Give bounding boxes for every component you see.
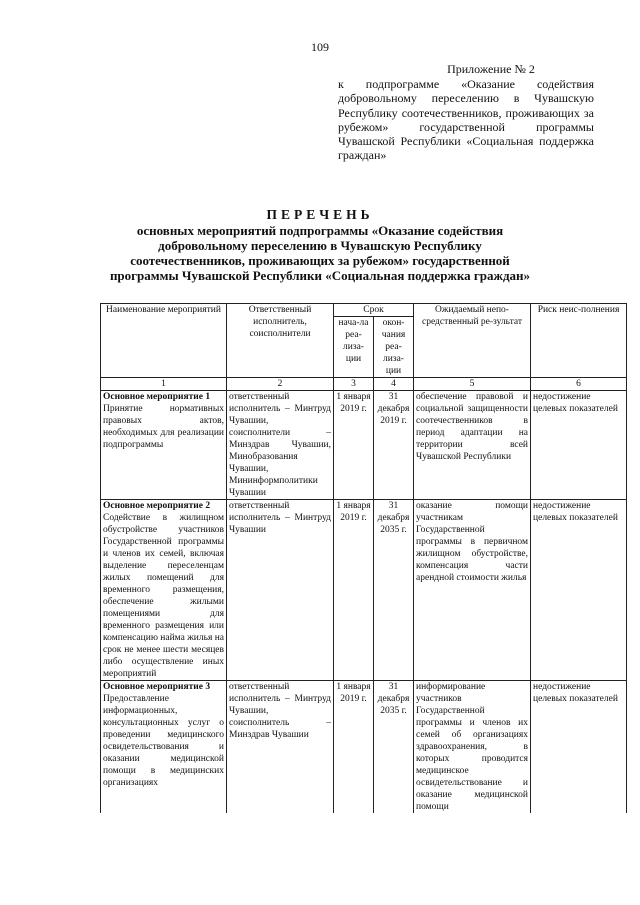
end-cell: 31 декабря 2035 г.: [374, 681, 414, 814]
col-number: 1: [101, 378, 227, 391]
executor-cell: ответственный исполнитель – Минтруд Чувашии: [227, 500, 334, 681]
executor-cell: ответственный исполнитель – Минтруд Чувашии, соисполнитель – Минздрав Чувашии: [227, 681, 334, 814]
measures-table: [100, 303, 627, 813]
header-term: Срок: [334, 304, 414, 317]
document-heading: [108, 207, 532, 283]
col-number: 6: [531, 378, 627, 391]
measure-name-cell: [101, 500, 227, 681]
appendix-block: [338, 62, 594, 162]
risk-cell: недостижение целевых показателей: [531, 500, 627, 681]
table-header-row: [101, 304, 627, 317]
result-cell: информирование участников Государственной программы и членов их семей об организациях здравоохранения, в которых проводится медицинское освидетельствование и оказание медицинской помощи: [414, 681, 531, 814]
measure-description: Предоставление информационных, консультационных услуг о проведении медицинского освидетельствования и оказании медицинской помощи в медицинских организациях: [103, 694, 224, 788]
appendix-title: Приложение № 2: [447, 62, 535, 76]
table-row: [101, 391, 627, 500]
start-cell: 1 января 2019 г.: [334, 681, 374, 814]
measure-description: Содействие в жилищном обустройстве участников Государственной программы и членов их семей, включая выделение переселенцам жилых помещений для временного размещения, обеспечение жилыми помещениями для временного размещения или компенсацию найма жилья на срок не менее шести месяцев либо осуществление иных мероприятий: [103, 513, 224, 679]
measure-title: Основное мероприятие 1: [103, 392, 211, 402]
measure-title: Основное мероприятие 3: [103, 682, 211, 692]
header-risk: Риск неис-полнения: [531, 304, 627, 378]
table-row: [101, 681, 627, 814]
header-start: нача-ла реа-лиза-ции: [334, 317, 374, 378]
risk-cell: недостижение целевых показателей: [531, 391, 627, 500]
end-cell: 31 декабря 2019 г.: [374, 391, 414, 500]
heading-title: ПЕРЕЧЕНЬ: [266, 207, 374, 222]
appendix-text: к подпрограмме «Оказание содействия добровольному переселению в Чувашскую Республику соотечественников, проживающих за рубежом» государственной программы Чувашской Республики «Социальная поддержка граждан»: [338, 77, 594, 163]
measure-title: Основное мероприятие 2: [103, 501, 211, 511]
col-number: 4: [374, 378, 414, 391]
header-name: Наименование мероприятий: [101, 304, 227, 378]
result-cell: обеспечение правовой и социальной защищенности соотечественников в период адаптации на территории всей Чувашской Республики: [414, 391, 531, 500]
measure-name-cell: [101, 391, 227, 500]
header-result: Ожидаемый непо-средственный ре-зультат: [414, 304, 531, 378]
heading-subtitle: основных мероприятий подпрограммы «Оказание содействия добровольному переселению в Чувашскую Республику соотечественников, проживающих за рубежом» государственной программы Чувашской Республики «Социальная поддержка граждан»: [109, 223, 531, 283]
risk-cell: недостижение целевых показателей: [531, 681, 627, 814]
executor-cell: ответственный исполнитель – Минтруд Чувашии, соисполнители – Минздрав Чувашии, Минобразования Чувашии, Мининформполитики Чувашии: [227, 391, 334, 500]
result-cell: оказание помощи участникам Государственной программы в первичном жилищном обустройстве, компенсация части арендной стоимости жилья: [414, 500, 531, 681]
header-end: окон-чания реа-лиза-ции: [374, 317, 414, 378]
col-number: 2: [227, 378, 334, 391]
end-cell: 31 декабря 2035 г.: [374, 500, 414, 681]
col-number: 5: [414, 378, 531, 391]
measure-name-cell: [101, 681, 227, 814]
header-executor: Ответственный исполнитель, соисполнители: [227, 304, 334, 378]
start-cell: 1 января 2019 г.: [334, 500, 374, 681]
column-number-row: [101, 378, 627, 391]
measure-description: Принятие нормативных правовых актов, необходимых для реализации подпрограммы: [103, 404, 224, 450]
col-number: 3: [334, 378, 374, 391]
start-cell: 1 января 2019 г.: [334, 391, 374, 500]
page-number: 109: [311, 40, 329, 54]
table-row: [101, 500, 627, 681]
